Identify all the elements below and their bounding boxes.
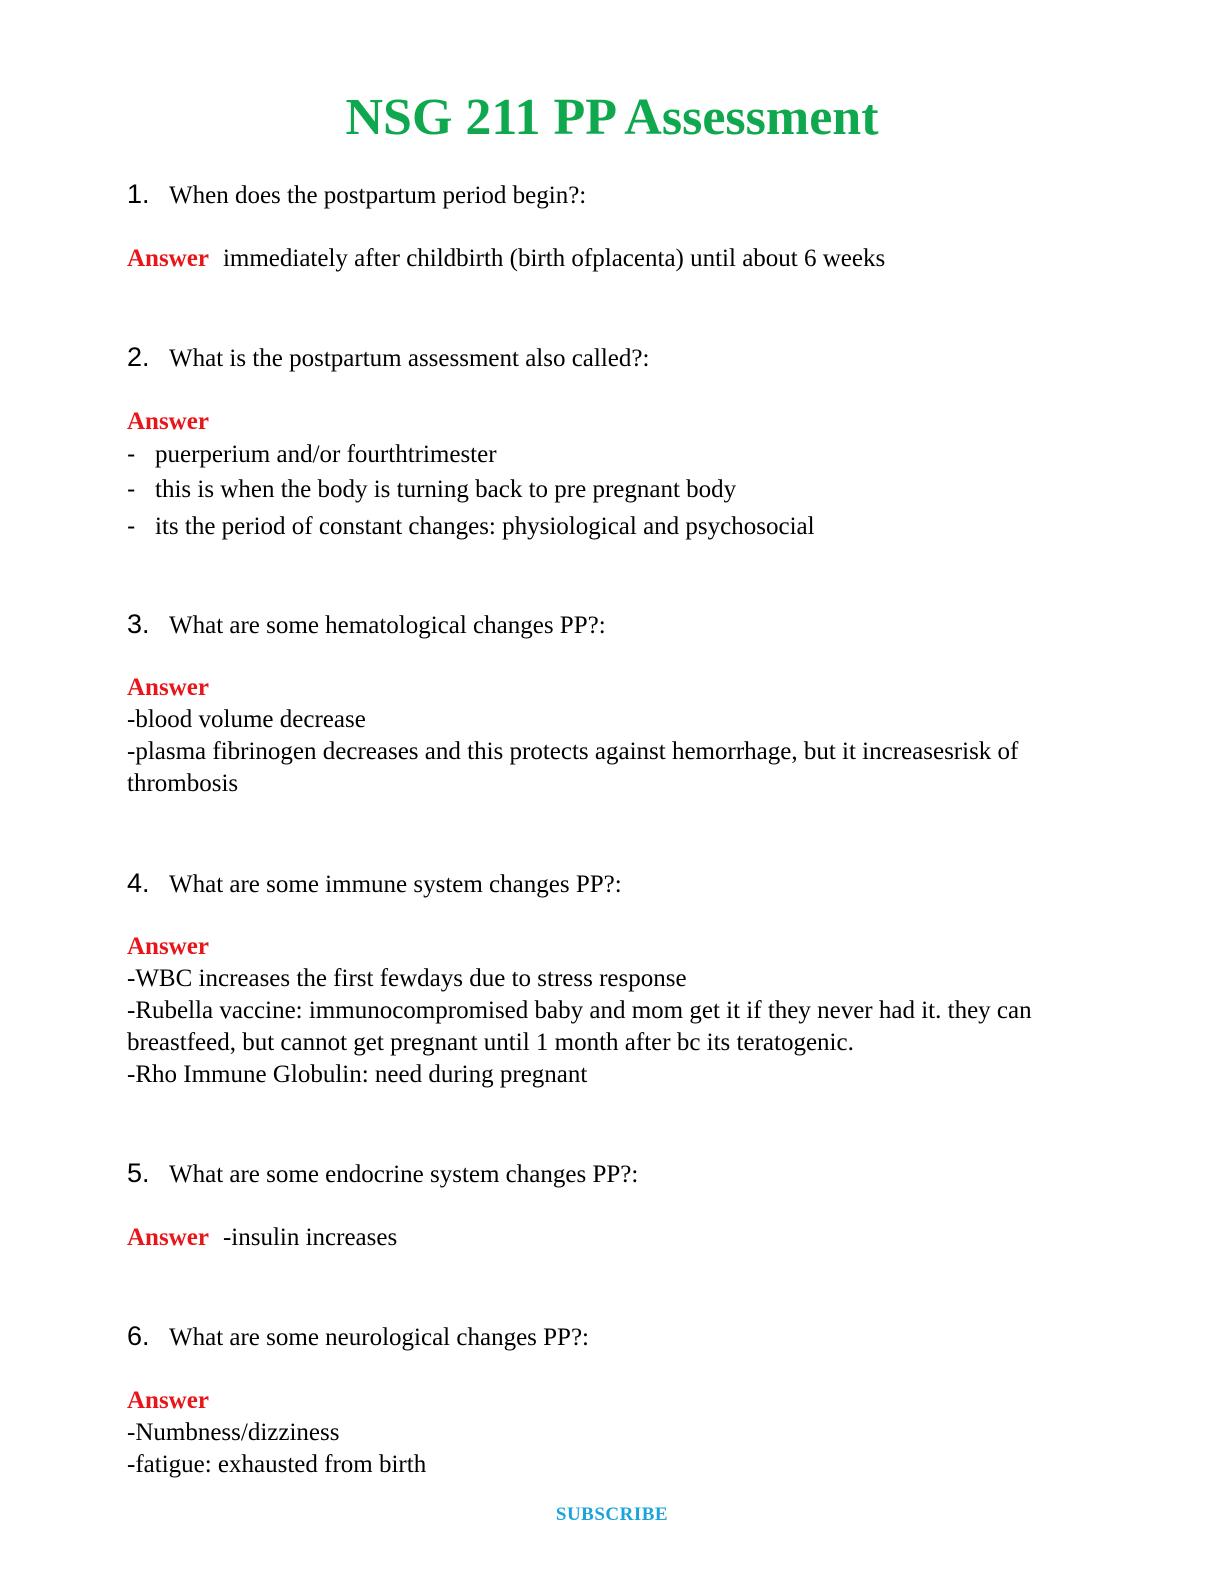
question-text: When does the postpartum period begin?: — [169, 182, 587, 209]
question-text: What are some endocrine system changes PP?: — [169, 1161, 639, 1188]
dash-bullet: - — [127, 475, 136, 503]
dash-bullet: - — [127, 512, 136, 540]
list-item — [127, 508, 1107, 545]
answer-label: Answer — [127, 933, 209, 960]
list-item-text: its the period of constant changes: physiological and psychosocial — [155, 513, 815, 540]
subscribe-link[interactable]: SUBSCRIBE — [555, 1504, 669, 1525]
answer-line: -Rubella vaccine: immunocompromised baby and mom get it if they never had it. they can breastfeed, but cannot get pregnant until 1 month after bc its teratogenic. — [127, 997, 1032, 1056]
page-title: NSG 211 PP Assessment — [345, 89, 879, 146]
question-number: 1. — [127, 179, 150, 209]
dash-bullet: - — [127, 440, 136, 468]
answer-line: -plasma fibrinogen decreases and this protects against hemorrhage, but it increasesrisk of thrombosis — [127, 738, 1019, 797]
question-text: What are some hematological changes PP?: — [169, 612, 606, 639]
answer-label: Answer — [127, 674, 209, 701]
question-3 — [127, 608, 606, 642]
question-2 — [127, 341, 649, 375]
answer-3 — [127, 672, 1107, 800]
answer-1 — [127, 243, 1107, 275]
question-number: 3. — [127, 609, 150, 639]
question-4 — [127, 867, 622, 901]
answer-label: Answer — [127, 1224, 209, 1251]
answer-label: Answer — [127, 1387, 209, 1414]
question-6 — [127, 1320, 589, 1354]
answer-6 — [127, 1385, 1107, 1481]
question-1 — [127, 178, 586, 212]
question-number: 5. — [127, 1158, 150, 1188]
answer-text: -insulin increases — [222, 1224, 398, 1251]
answer-label: Answer — [127, 245, 209, 272]
answer-line: -WBC increases the first fewdays due to stress response — [127, 965, 687, 992]
list-item — [127, 471, 1107, 508]
answer-line: -fatigue: exhausted from birth — [127, 1451, 427, 1478]
question-5 — [127, 1157, 638, 1191]
question-text: What are some neurological changes PP?: — [169, 1324, 589, 1351]
list-item — [127, 438, 1107, 471]
answer-2 — [127, 406, 1107, 545]
answer-line: -blood volume decrease — [127, 706, 366, 733]
question-text: What is the postpartum assessment also called?: — [169, 345, 650, 372]
answer-4 — [127, 931, 1107, 1091]
question-number: 4. — [127, 868, 150, 898]
question-text: What are some immune system changes PP?: — [169, 871, 622, 898]
answer-line: -Numbness/dizziness — [127, 1419, 340, 1446]
list-item-text: puerperium and/or fourthtrimester — [155, 441, 497, 468]
answer-line: -Rho Immune Globulin: need during pregnant — [127, 1061, 588, 1088]
question-number: 6. — [127, 1321, 150, 1351]
answer-label: Answer — [127, 408, 209, 435]
answer-5 — [127, 1222, 1107, 1254]
answer-text: immediately after childbirth (birth ofplacenta) until about 6 weeks — [222, 245, 886, 272]
question-number: 2. — [127, 342, 150, 372]
list-item-text: this is when the body is turning back to pre pregnant body — [155, 476, 737, 503]
